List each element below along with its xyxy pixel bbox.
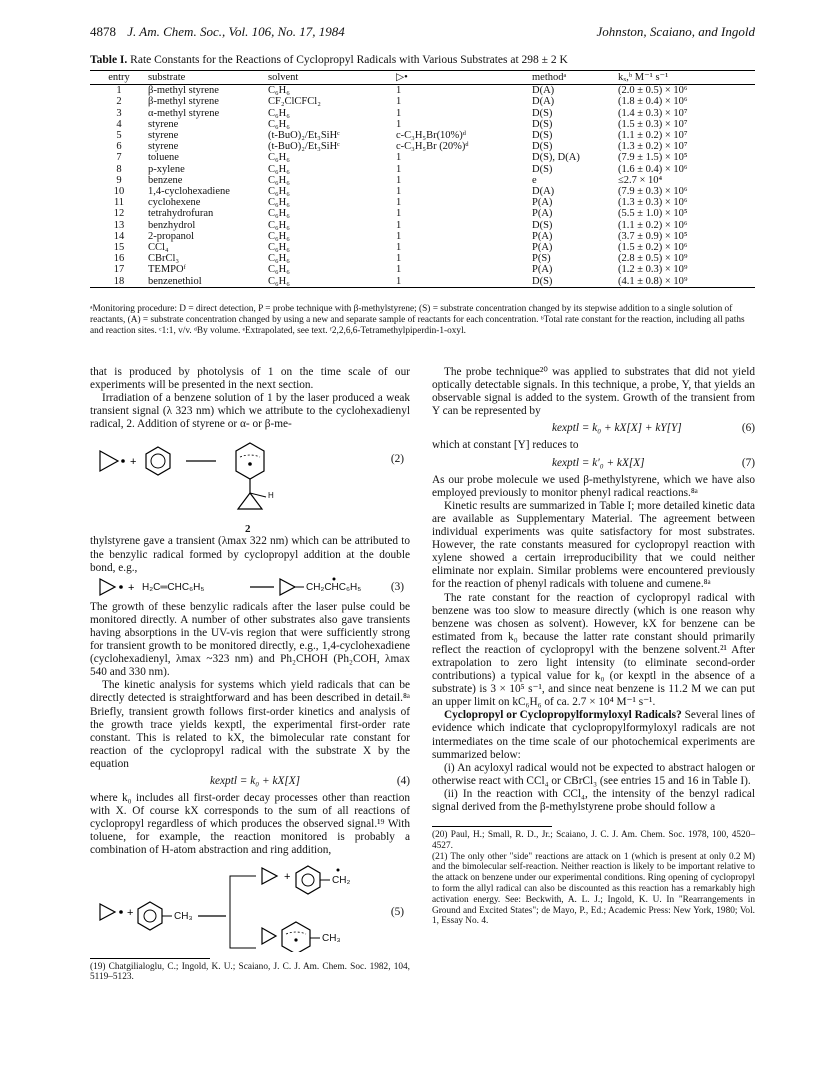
table-row bbox=[90, 130, 755, 141]
entry-cell: 12 bbox=[113, 208, 125, 220]
left-column bbox=[90, 366, 410, 983]
paragraph bbox=[432, 709, 755, 761]
substrate-cell: benzenethiol bbox=[148, 276, 268, 288]
paragraph: The rate constant for the reaction of cyclopropyl radical with benzene was too slow to measure directly (which is one reason why benzene was chosen as solvent). However, kX for benzene can be estimated from k₀ because the latter rate constant should primarily reflect the reaction of cyclopropyl with the benzene solvent.²¹ After extrapolation to zero light intensity (to eliminate second-order contributions) a typical value for k₀ (or kexptl in the absence of a substrate) is 3 × 10⁵ s⁻¹, and since neat benzene is 11.2 M we can put an upper limit on kC₆H₆ of ca. 2.7 × 10⁴ M⁻¹ s⁻¹. bbox=[432, 591, 755, 709]
rate-constant-cell: (1.3 ± 0.3) × 10⁶ bbox=[618, 197, 688, 209]
table-header-row bbox=[90, 71, 755, 85]
method-cell: D(S) bbox=[532, 118, 553, 130]
equation-4 bbox=[90, 771, 410, 792]
entry-cell: 13 bbox=[113, 219, 125, 231]
solvent-cell: C₆H₆ bbox=[268, 197, 290, 209]
paragraph: that is produced by photolysis of 1 on the time scale of our experiments will be presented in the next section. bbox=[90, 366, 410, 392]
substrate-cell: β-methyl styrene bbox=[148, 85, 219, 97]
method-cell: P(S) bbox=[532, 253, 551, 265]
entry-cell: 8 bbox=[116, 163, 122, 175]
paragraph: where k₀ includes all first-order decay processes other than reaction with X. Of course kX corresponds to the sum of all reactions of cyclopropyl regardless of which produces the observed signal.¹⁹ With toluene, for example, the reaction monitored is probably a combination of H-atom abstraction and ring addition, bbox=[90, 792, 410, 857]
section-heading: Cyclopropyl or Cyclopropylformyloxyl Radicals? bbox=[444, 709, 682, 722]
equation-5-scheme bbox=[90, 864, 410, 952]
page-number: 4878 bbox=[90, 24, 116, 39]
radical-source-cell: 1 bbox=[396, 186, 402, 198]
substrate-cell: CCl₄ bbox=[148, 242, 169, 254]
paragraph: Kinetic results are summarized in Table I; more detailed kinetic data are available as Supplementary Material. The agreement between individual experiments was quite satisfactory for most substrates. However, the rate constants measured for cyclopropyl reaction with xylene showed a certain irreproducibility that we could neither eliminate nor explain. Similar problems were encountered previously for the reaction of phenyl radicals with toluene and cumene.⁸ᵃ bbox=[432, 499, 755, 591]
rate-constant-cell: (5.5 ± 1.0) × 10⁵ bbox=[618, 208, 688, 220]
method-cell: D(S) bbox=[532, 163, 553, 175]
table-row bbox=[90, 276, 755, 288]
table-row bbox=[90, 186, 755, 197]
radical-source-cell: 1 bbox=[396, 152, 402, 164]
entry-cell: 7 bbox=[116, 152, 122, 164]
paragraph: Irradiation of a benzene solution of 1 by the laser produced a weak transient signal (λ 323 nm) which we attribute to the cyclohexadienyl radical, 2. Addition of styrene or α- or β-me- bbox=[90, 392, 410, 431]
radical-source-cell: 1 bbox=[396, 219, 402, 231]
substrate-cell: CBrCl₃ bbox=[148, 253, 180, 265]
solvent-cell: (t-BuO)₂/Et₃SiHᶜ bbox=[268, 141, 340, 153]
styrene-formula: H₂C═CHC₆H₅ bbox=[142, 581, 205, 593]
rate-constant-cell: (2.0 ± 0.5) × 10⁶ bbox=[618, 85, 688, 97]
radical-source-cell: 1 bbox=[396, 242, 402, 254]
footnote-rule bbox=[90, 958, 210, 959]
method-cell: P(A) bbox=[532, 197, 553, 209]
entry-cell: 16 bbox=[113, 253, 125, 265]
entry-cell: 9 bbox=[116, 174, 122, 186]
radical-source-cell: c-C₃H₅Br (20%)ᵈ bbox=[396, 141, 469, 153]
table-row bbox=[90, 152, 755, 163]
solvent-cell: C₆H₆ bbox=[268, 230, 290, 242]
entry-cell: 17 bbox=[113, 264, 125, 276]
journal-citation: J. Am. Chem. Soc., Vol. 106, No. 17, 1984 bbox=[127, 24, 345, 39]
rate-constant-cell: (1.1 ± 0.2) × 10⁶ bbox=[618, 219, 688, 231]
substrate-cell: cyclohexene bbox=[148, 197, 201, 209]
table-row bbox=[90, 253, 755, 264]
substrate-cell: tetrahydrofuran bbox=[148, 208, 214, 220]
methylene-label: CH₂ bbox=[332, 874, 351, 886]
substrate-cell: α-methyl styrene bbox=[148, 107, 220, 119]
solvent-cell: C₆H₆ bbox=[268, 163, 290, 175]
equation-6 bbox=[432, 418, 755, 439]
rate-constant-cell: (1.5 ± 0.3) × 10⁷ bbox=[618, 118, 688, 130]
solvent-cell: C₆H₆ bbox=[268, 219, 290, 231]
paragraph: As our probe molecule we used β-methylstyrene, which we have also employed previously to monitor phenyl radical reactions.⁸ᵃ bbox=[432, 473, 755, 499]
table-row bbox=[90, 119, 755, 130]
paragraph: thylstyrene gave a transient (λmax 322 nm) which can be attributed to the benzylic radical formed by cyclopropyl addition at the double bond, e.g., bbox=[90, 535, 410, 574]
col-header: methodᵃ bbox=[532, 71, 618, 85]
svg-text:+: + bbox=[128, 581, 135, 594]
paragraph-text: Several lines of evidence which indicate that cyclopropylformyloxyl radicals are not intermediates on the time scale of our photochemical experiments are summarized below: bbox=[432, 709, 755, 761]
table-row bbox=[90, 96, 755, 107]
substrate-cell: p-xylene bbox=[148, 163, 185, 175]
entry-cell: 10 bbox=[113, 186, 125, 198]
table-caption bbox=[90, 54, 755, 66]
substrate-cell: benzhydrol bbox=[148, 219, 196, 231]
radical-source-cell: 1 bbox=[396, 253, 402, 265]
equation-2-scheme bbox=[90, 431, 410, 535]
equation-number: (4) bbox=[396, 774, 410, 787]
paragraph: which at constant [Y] reduces to bbox=[432, 439, 579, 452]
rate-constant-cell: (1.1 ± 0.2) × 10⁷ bbox=[618, 130, 688, 142]
right-column bbox=[432, 366, 755, 927]
solvent-cell: (t-BuO)₂/Et₃SiHᶜ bbox=[268, 130, 340, 142]
solvent-cell: C₆H₆ bbox=[268, 85, 290, 97]
radical-source-cell: 1 bbox=[396, 264, 402, 276]
method-cell: P(A) bbox=[532, 264, 553, 276]
svg-text:+: + bbox=[284, 870, 291, 883]
table-row bbox=[90, 108, 755, 119]
method-cell: P(A) bbox=[532, 242, 553, 254]
solvent-cell: CF₂ClCFCl₂ bbox=[268, 96, 321, 108]
table-row bbox=[90, 85, 755, 97]
equation-number: (5) bbox=[390, 905, 404, 918]
equation-number: (6) bbox=[741, 422, 755, 435]
method-cell: D(S) bbox=[532, 141, 553, 153]
radical-source-cell: 1 bbox=[396, 118, 402, 130]
substrate-cell: styrene bbox=[148, 141, 179, 153]
paragraph: (i) An acyloxyl radical would not be expected to abstract halogen or otherwise react with CCl₄ or CBrCl₃ (see entries 15 and 16 in Table I). bbox=[432, 761, 755, 787]
radical-source-cell: 1 bbox=[396, 85, 402, 97]
method-cell: D(A) bbox=[532, 85, 555, 97]
equation-text: kexptl = k′₀ + kX[X] bbox=[552, 456, 645, 469]
radical-source-cell: 1 bbox=[396, 96, 402, 108]
table-title: Rate Constants for the Reactions of Cyclopropyl Radicals with Various Substrates at 298 ± 2 K bbox=[130, 54, 568, 66]
rate-constant-cell: (3.7 ± 0.9) × 10⁵ bbox=[618, 230, 688, 242]
equation-number: (7) bbox=[741, 456, 755, 469]
rate-constant-cell: ≤2.7 × 10⁴ bbox=[618, 174, 663, 186]
solvent-cell: C₆H₆ bbox=[268, 186, 290, 198]
entry-cell: 2 bbox=[116, 96, 122, 108]
table-row bbox=[90, 220, 755, 231]
solvent-cell: C₆H₆ bbox=[268, 276, 396, 288]
col-header: kₓ,ᵇ M⁻¹ s⁻¹ bbox=[618, 71, 755, 85]
equation-7 bbox=[432, 453, 755, 474]
paragraph: (ii) In the reaction with CCl₄, the intensity of the benzyl radical signal derived from the β-methylstyrene probe should follow a bbox=[432, 787, 755, 813]
method-cell: D(S) bbox=[532, 107, 553, 119]
equation-3-scheme bbox=[90, 575, 410, 601]
table-row bbox=[90, 141, 755, 152]
rate-constant-cell: (1.5 ± 0.2) × 10⁶ bbox=[618, 242, 688, 254]
radical-source-cell: 1 bbox=[396, 107, 402, 119]
cyclopropyl-benzene-addition-structure bbox=[90, 431, 410, 535]
entry-cell: 11 bbox=[113, 197, 125, 209]
radical-source-cell: 1 bbox=[396, 208, 402, 220]
radical-source-cell: 1 bbox=[396, 276, 532, 288]
radical-source-cell: 1 bbox=[396, 163, 402, 175]
solvent-cell: C₆H₆ bbox=[268, 264, 290, 276]
method-cell: D(S) bbox=[532, 219, 553, 231]
entry-cell: 18 bbox=[90, 276, 148, 288]
entry-cell: 6 bbox=[116, 141, 122, 153]
hydrogen-label: H bbox=[268, 491, 274, 501]
entry-cell: 4 bbox=[116, 118, 122, 130]
equation-text: kexptl = k₀ + kX[X] bbox=[210, 774, 301, 787]
rate-constant-cell: (1.8 ± 0.4) × 10⁶ bbox=[618, 96, 688, 108]
rate-constant-cell: (1.4 ± 0.3) × 10⁷ bbox=[618, 107, 688, 119]
substrate-cell: benzene bbox=[148, 174, 183, 186]
rate-constant-table bbox=[90, 70, 755, 288]
col-header: ▷• bbox=[396, 71, 532, 85]
table-row bbox=[90, 264, 755, 275]
methyl-label: CH₃ bbox=[174, 910, 193, 922]
method-cell: D(S), D(A) bbox=[532, 152, 580, 164]
paragraph: The kinetic analysis for systems which yield radicals that can be directly detected is straightforward and has been described in detail.⁸ᵃ Briefly, transient growth follows first-order kinetics and analysis of the growth trace yields kexptl, the experimental first-order rate constant. This is related to kX, the bimolecular rate constant for reaction of the cyclopropyl radical with the substrate X by the equation bbox=[90, 679, 410, 770]
rate-constant-cell: (2.8 ± 0.5) × 10⁹ bbox=[618, 253, 688, 265]
col-header: solvent bbox=[268, 71, 396, 85]
method-cell: D(S) bbox=[532, 276, 618, 288]
substrate-cell: β-methyl styrene bbox=[148, 96, 219, 108]
footnote: (20) Paul, H.; Small, R. D., Jr.; Scaiano, J. C. J. Am. Chem. Soc. 1978, 100, 4520–4527. bbox=[432, 830, 755, 851]
solvent-cell: C₆H₆ bbox=[268, 118, 290, 130]
cyclopropyl-styrene-addition-structure bbox=[90, 575, 410, 601]
col-header: substrate bbox=[148, 71, 268, 85]
substrate-cell: 1,4-cyclohexadiene bbox=[148, 186, 230, 198]
entry-cell: 3 bbox=[116, 107, 122, 119]
footnote-rule bbox=[432, 826, 552, 827]
solvent-cell: C₆H₆ bbox=[268, 242, 290, 254]
substrate-cell: toluene bbox=[148, 152, 179, 164]
table-row bbox=[90, 231, 755, 242]
footnote: (21) The only other "side" reactions are attack on 1 (which is present at only 0.2 M) and the bimolecular self-reaction. Neither reaction is likely to be important relative to the attack on benzene under our experimental conditions. Ring opening of cyclopropyl to form the allyl radical can also be discounted as this reaction has a remarkably high activation energy. See: Beckwith, A. L. J.; Ingold, K. U. In "Rearrangements in Ground and Excited States"; de Mayo, P., Ed.; Academic Press: New York, 1980; Vol. 1, Essay No. 4. bbox=[432, 851, 755, 927]
radical-source-cell: 1 bbox=[396, 174, 402, 186]
paragraph: The probe technique²⁰ was applied to substrates that did not yield optically detectable signals. In this technique, a probe, Y, that yields an observable signal is added to the system. Growth of the transient from Y can be represented by bbox=[432, 366, 755, 418]
solvent-cell: C₆H₆ bbox=[268, 253, 290, 265]
running-header bbox=[90, 24, 755, 42]
radical-source-cell: 1 bbox=[396, 230, 402, 242]
solvent-cell: C₆H₆ bbox=[268, 174, 290, 186]
rate-constant-cell: (7.9 ± 1.5) × 10⁵ bbox=[618, 152, 688, 164]
footnote: (19) Chatgilialoglu, C.; Ingold, K. U.; Scaiano, J. C. J. Am. Chem. Soc. 1982, 104, 5119–5123. bbox=[90, 961, 410, 983]
toluene-reaction-structure bbox=[90, 864, 410, 952]
table-footnotes: ᵃMonitoring procedure: D = direct detection, P = probe technique with β-methylstyrene; (S) = substrate concentration changed by its stepwise addition to a single solution of reactants, (A) = substrate concentration changed by using a new and separate sample of reactants for each concentration. ᵇTotal rate constant for the reaction, including all paths and reaction sites. ᶜ1:1, v/v. ᵈBy volume. ᵉExtrapolated, see text. ᶠ2,2,6,6-Tetramethylpiperdin-1-oxyl. bbox=[90, 304, 745, 336]
equation-number: (2) bbox=[390, 453, 404, 466]
methyl-label: CH₃ bbox=[322, 932, 341, 944]
svg-text:+: + bbox=[127, 906, 134, 919]
method-cell: P(A) bbox=[532, 230, 553, 242]
method-cell: D(A) bbox=[532, 96, 555, 108]
col-header: entry bbox=[90, 71, 148, 85]
substrate-cell: 2-propanol bbox=[148, 230, 195, 242]
table-row bbox=[90, 242, 755, 253]
substrate-cell: TEMPOᶠ bbox=[148, 264, 186, 276]
table-row bbox=[90, 175, 755, 186]
method-cell: e bbox=[532, 174, 537, 186]
substrate-cell: styrene bbox=[148, 130, 179, 142]
method-cell: D(A) bbox=[532, 186, 555, 198]
entry-cell: 15 bbox=[113, 242, 125, 254]
method-cell: P(A) bbox=[532, 208, 553, 220]
table-row bbox=[90, 197, 755, 208]
table-label: Table I. bbox=[90, 54, 128, 66]
entry-cell: 1 bbox=[116, 85, 122, 97]
rate-constant-cell: (1.2 ± 0.3) × 10⁹ bbox=[618, 264, 688, 276]
table-row bbox=[90, 208, 755, 219]
solvent-cell: C₆H₆ bbox=[268, 152, 290, 164]
rate-constant-cell: (1.3 ± 0.2) × 10⁷ bbox=[618, 141, 688, 153]
equation-number: (3) bbox=[390, 580, 404, 593]
method-cell: D(S) bbox=[532, 130, 553, 142]
rate-constant-cell: (7.9 ± 0.3) × 10⁶ bbox=[618, 186, 688, 198]
radical-source-cell: c-C₃H₅Br(10%)ᵈ bbox=[396, 130, 467, 142]
paragraph: The growth of these benzylic radicals after the laser pulse could be monitored directly. A number of other substrates also gave transients having absorptions in the UV-vis region that were sufficiently strong for transient growth to be monitored directly, e.g., 1,4-cyclohexadiene (cyclohexadienyl, λmax ~323 nm) and Ph₂CHOH (Ph₂COH, λmax 540 and 330 nm). bbox=[90, 600, 410, 679]
equation-text: kexptl = k₀ + kX[X] + kY[Y] bbox=[552, 422, 682, 435]
entry-cell: 5 bbox=[116, 130, 122, 142]
svg-text:+: + bbox=[130, 456, 137, 469]
table-row bbox=[90, 164, 755, 175]
compound-number: 2 bbox=[245, 523, 251, 536]
substrate-cell: styrene bbox=[148, 118, 179, 130]
benzylic-radical-formula: CH₂CHC₆H₅ bbox=[306, 581, 362, 593]
solvent-cell: C₆H₆ bbox=[268, 107, 290, 119]
solvent-cell: C₆H₆ bbox=[268, 208, 290, 220]
author-line: Johnston, Scaiano, and Ingold bbox=[596, 24, 755, 39]
radical-source-cell: 1 bbox=[396, 197, 402, 209]
entry-cell: 14 bbox=[113, 230, 125, 242]
rate-constant-cell: (1.6 ± 0.4) × 10⁶ bbox=[618, 163, 688, 175]
rate-constant-cell: (4.1 ± 0.8) × 10⁹ bbox=[618, 276, 755, 288]
